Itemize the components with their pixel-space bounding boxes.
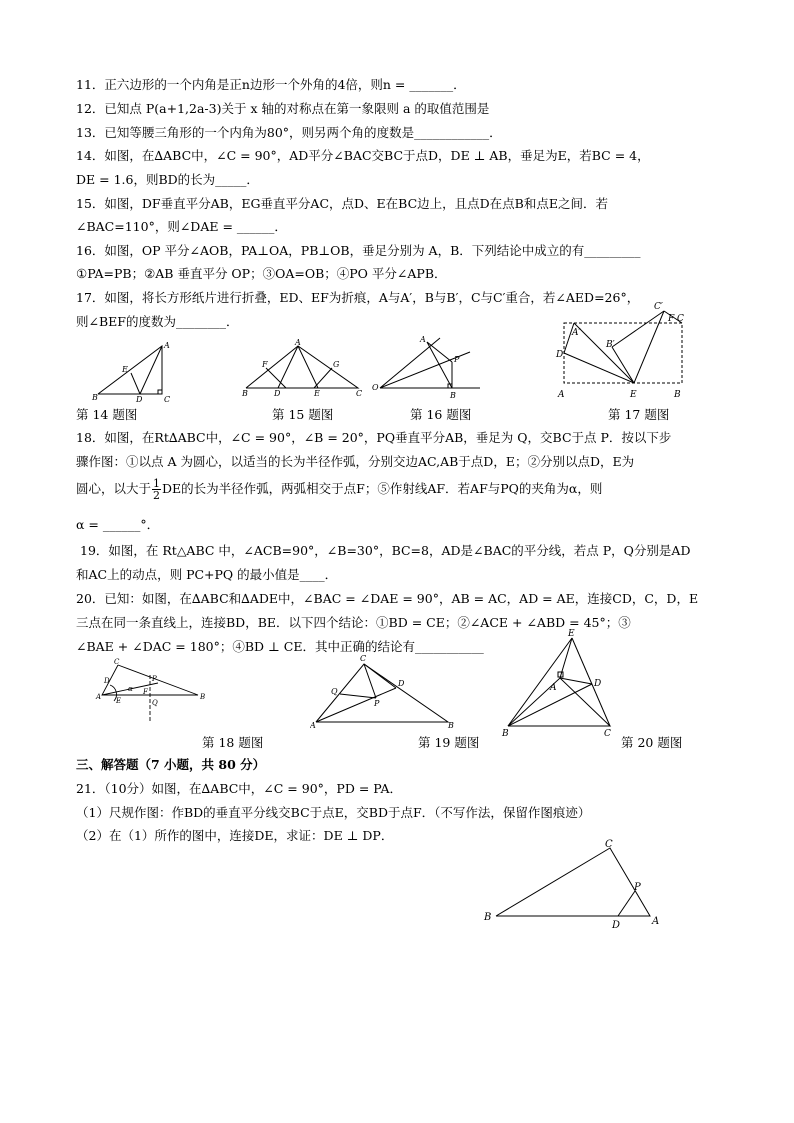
section-3-heading: 三、解答题（7 小题，共 80 分） <box>76 757 266 772</box>
svg-text:E: E <box>314 389 320 398</box>
figure-21 <box>480 838 660 938</box>
svg-text:D: D <box>612 920 621 931</box>
question-13: 13．已知等腰三角形的一个内角为80°，则另两个角的度数是____________． <box>76 125 502 140</box>
figure-14 <box>90 338 180 406</box>
question-20-line2: 三点在同一条直线上，连接BD，BE．以下四个结论：①BD = CE；②∠ACE + ∠ABD = 45°；③ <box>76 615 631 630</box>
svg-text:B: B <box>450 391 456 400</box>
question-16-line1: 16．如图，OP 平分∠AOB，PA⊥OA，PB⊥OB，垂足分别为 A，B．下列结论中成立的有_________ <box>76 243 641 258</box>
question-15-line1: 15．如图，DF垂直平分AB，EG垂直平分AC，点D、E在BC边上，且点D在点B和点E之间．若 <box>76 196 608 211</box>
question-21-part2: （2）在（1）所作的图中，连接DE，求证：DE ⊥ DP． <box>76 828 394 843</box>
svg-text:A′: A′ <box>572 328 581 338</box>
caption-figure-16: 第 16 题图 <box>410 407 472 422</box>
svg-text:E: E <box>122 365 128 374</box>
svg-text:B′: B′ <box>606 340 615 350</box>
svg-text:Q: Q <box>152 699 158 707</box>
question-19-line1: 19．如图，在 Rt△ABC 中，∠ACB=90°，∠B=30°，BC=8，AD是∠BAC的平分线，若点 P，Q分别是AD <box>80 543 691 558</box>
question-11: 11．正六边形的一个内角是正n边形一个外角的4倍，则n = _______． <box>76 77 466 92</box>
svg-text:C: C <box>360 654 367 663</box>
figure-20 <box>500 626 618 738</box>
svg-text:C: C <box>114 658 120 666</box>
question-18-line4: α = ______°． <box>76 517 160 532</box>
figure-19 <box>310 650 458 730</box>
figure-18 <box>88 655 213 730</box>
one-half-fraction <box>152 478 161 501</box>
svg-text:α: α <box>128 685 133 693</box>
figure-15 <box>240 338 365 398</box>
question-14-line1: 14．如图，在∆ABC中，∠C = 90°，AD平分∠BAC交BC于点D，DE ⊥ AB，垂足为E，若BC = 4， <box>76 148 650 163</box>
question-19-line2: 和AC上的动点，则 PC+PQ 的最小值是____． <box>76 567 338 582</box>
question-12: 12．已知点 P(a+1,2a-3)关于 x 轴的对称点在第一象限则 a 的取值范围是 <box>76 101 490 116</box>
figure-16 <box>370 330 485 400</box>
svg-text:B: B <box>502 729 509 738</box>
svg-text:E: E <box>116 697 122 705</box>
svg-text:P: P <box>152 675 157 683</box>
svg-text:A: A <box>652 916 660 927</box>
svg-text:C′: C′ <box>654 302 663 312</box>
svg-text:C: C <box>677 314 684 324</box>
svg-text:C: C <box>605 839 613 850</box>
svg-text:A: A <box>420 335 426 344</box>
question-18-line2: 骤作图：①以点 A 为圆心，以适当的长为半径作弧，分别交边AC,AB于点D，E；②分别以点D，E为 <box>76 454 635 469</box>
svg-text:D: D <box>274 389 281 398</box>
svg-text:G: G <box>333 360 340 369</box>
question-17-line1: 17．如图，将长方形纸片进行折叠，ED、EF为折痕，A与A′，B与B′，C与C′重合，若∠AED=26°， <box>76 290 640 305</box>
question-17-line2: 则∠BEF的度数为________． <box>76 314 239 329</box>
svg-text:D: D <box>556 350 564 360</box>
svg-text:F: F <box>143 688 148 696</box>
question-18-line3-start: 圆心，以大于 <box>76 481 152 496</box>
question-20-line1: 20．已知：如图，在∆ABC和∆ADE中，∠BAC = ∠DAE = 90°，AB = AC，AD = AE，连接CD，C，D，E <box>76 591 699 606</box>
svg-text:B: B <box>484 912 492 923</box>
svg-text:Q: Q <box>331 687 338 696</box>
svg-text:A: A <box>558 390 565 400</box>
question-20-line3: ∠BAE + ∠DAC = 180°；④BD ⊥ CE．其中正确的结论有___________ <box>76 639 484 654</box>
svg-text:B: B <box>448 721 454 730</box>
question-14-line2: DE = 1.6，则BD的长为_____． <box>76 172 259 187</box>
svg-text:A: A <box>164 341 170 350</box>
question-16-line2: ①PA=PB；②AB 垂直平分 OP；③OA=OB；④PO 平分∠APB． <box>76 266 447 281</box>
svg-text:B: B <box>92 393 98 402</box>
caption-figure-18: 第 18 题图 <box>202 735 264 750</box>
svg-text:A: A <box>550 683 557 693</box>
question-18-line3-end: DE的长为半径作弧，两弧相交于点F；⑤作射线AF．若AF与PQ的夹角为α，则 <box>162 481 603 496</box>
fraction-denominator: 2 <box>153 489 161 502</box>
svg-text:C: C <box>164 395 171 404</box>
figure-17 <box>548 297 688 405</box>
svg-text:F: F <box>668 314 675 324</box>
svg-text:A: A <box>96 693 102 701</box>
svg-text:B: B <box>200 693 206 701</box>
caption-figure-17: 第 17 题图 <box>608 407 670 422</box>
svg-text:D: D <box>398 679 405 688</box>
svg-text:C: C <box>356 389 363 398</box>
svg-text:A: A <box>310 721 316 730</box>
caption-figure-14: 第 14 题图 <box>76 407 138 422</box>
svg-text:O: O <box>372 383 379 392</box>
svg-text:P: P <box>634 882 641 893</box>
question-21-part1: （1）尺规作图：作BD的垂直平分线交BC于点E，交BD于点F．（不写作法，保留作图痕迹） <box>76 805 591 820</box>
svg-text:P: P <box>454 355 460 364</box>
svg-text:P: P <box>374 699 380 708</box>
svg-text:C: C <box>604 729 611 738</box>
svg-text:F: F <box>262 360 268 369</box>
svg-text:E: E <box>568 629 575 639</box>
svg-text:B: B <box>242 389 248 398</box>
question-18-line1: 18．如图，在Rt∆ABC中，∠C = 90°，∠B = 20°，PQ垂直平分AB，垂足为 Q，交BC于点 P．按以下步 <box>76 430 672 445</box>
question-18-line3 <box>76 478 602 501</box>
caption-figure-19: 第 19 题图 <box>418 735 480 750</box>
svg-text:D: D <box>136 395 143 404</box>
svg-text:B: B <box>674 390 681 400</box>
svg-text:A: A <box>295 338 301 347</box>
question-21-line1: 21．（10分）如图，在∆ABC中，∠C = 90°，PD = PA． <box>76 781 403 796</box>
svg-text:D: D <box>104 677 110 685</box>
svg-text:D: D <box>594 679 602 689</box>
fraction-numerator: 1 <box>153 477 161 490</box>
question-15-line2: ∠BAC=110°，则∠DAE = ______． <box>76 219 287 234</box>
caption-figure-15: 第 15 题图 <box>272 407 334 422</box>
caption-figure-20: 第 20 题图 <box>621 735 683 750</box>
svg-text:E: E <box>630 390 637 400</box>
